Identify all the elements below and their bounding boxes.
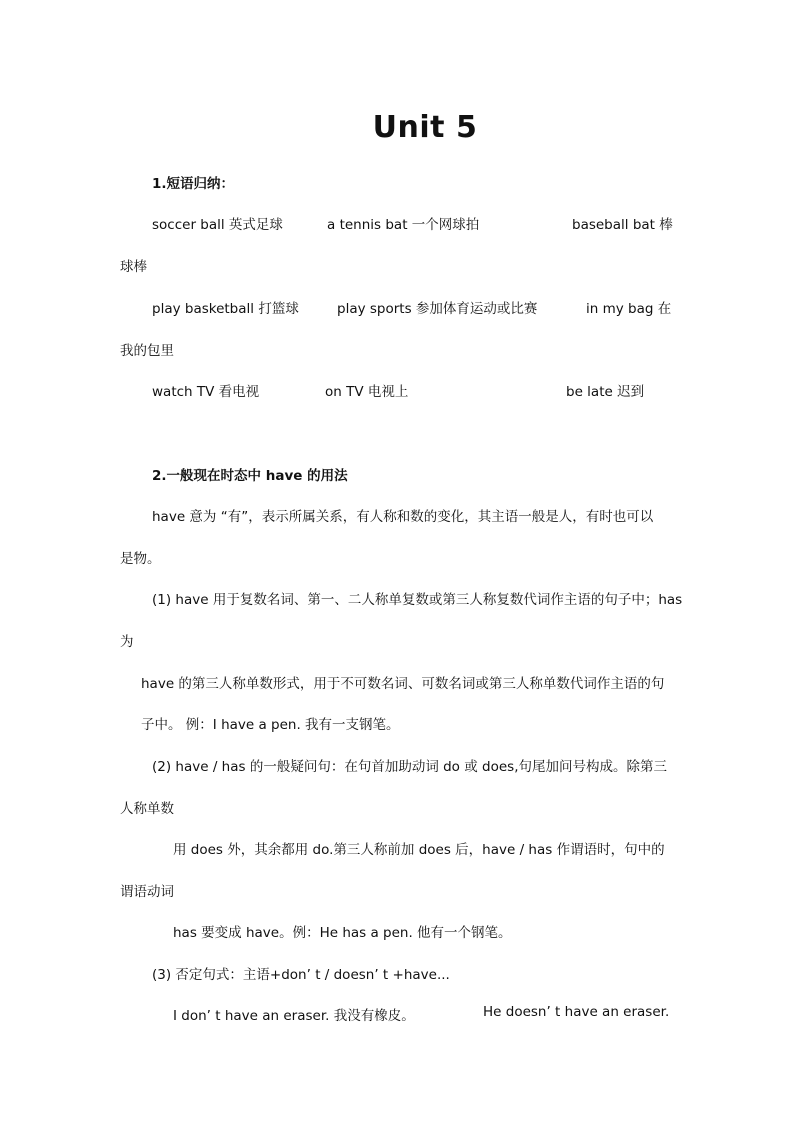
phrase-item: baseball bat 棒 (572, 217, 673, 233)
section-heading-phrases: 1.短语归纳： (152, 176, 235, 192)
phrase-item-continuation: 球棒 (120, 259, 147, 275)
phrase-item: on TV 电视上 (325, 384, 409, 400)
paragraph-line: has 要变成 have。例：He has a pen. 他有一个钢笔。 (173, 925, 512, 941)
paragraph-line: have 的第三人称单数形式，用于不可数名词、可数名词或第三人称单数代词作主语的句 (141, 676, 665, 692)
paragraph-line: 用 does 外，其余都用 do.第三人称前加 does 后，have / has 作谓语时，句中的 (173, 842, 665, 858)
example-sentence: I don’ t have an eraser. 我没有橡皮。 (173, 1008, 415, 1024)
paragraph-line: (3) 否定句式：主语+don’ t / doesn’ t +have... (152, 967, 450, 983)
paragraph-line: 为 (120, 634, 134, 650)
phrase-item: a tennis bat 一个网球拍 (327, 217, 480, 233)
paragraph-line: 子中。 例：I have a pen. 我有一支钢笔。 (141, 717, 400, 733)
phrase-item: play basketball 打篮球 (152, 301, 299, 317)
phrase-item: in my bag 在 (586, 301, 672, 317)
phrase-item: soccer ball 英式足球 (152, 217, 283, 233)
example-sentence: He doesn’ t have an eraser. (483, 1004, 670, 1020)
paragraph-line: have 意为 “有”，表示所属关系，有人称和数的变化，其主语一般是人，有时也可以 (152, 509, 654, 525)
paragraph-line: (1) have 用于复数名词、第一、二人称单复数或第三人称复数代词作主语的句子中；has (152, 592, 683, 608)
phrase-item: be late 迟到 (566, 384, 645, 400)
paragraph-line: 是物。 (120, 551, 161, 567)
phrase-item: watch TV 看电视 (152, 384, 260, 400)
paragraph-line: (2) have / has 的一般疑问句：在句首加助动词 do 或 does,句尾加问号构成。除第三 (152, 759, 667, 775)
page-title: Unit 5 (372, 110, 478, 145)
paragraph-line: 人称单数 (120, 801, 174, 817)
phrase-item: play sports 参加体育运动或比赛 (337, 301, 538, 317)
phrase-item-continuation: 我的包里 (120, 343, 174, 359)
paragraph-line: 谓语动词 (120, 884, 174, 900)
section-heading-have: 2.一般现在时态中 have 的用法 (152, 468, 348, 484)
